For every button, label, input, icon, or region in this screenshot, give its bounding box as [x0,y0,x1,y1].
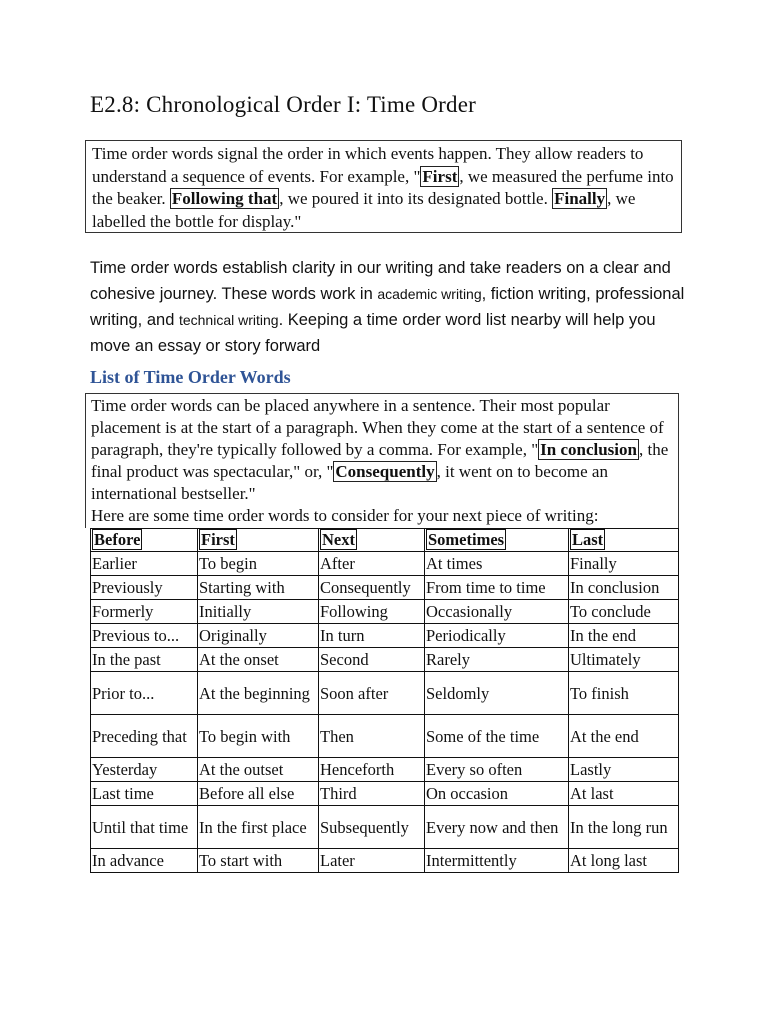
table-cell: On occasion [425,782,569,806]
intro-definition-box [85,140,682,233]
table-cell: Initially [198,600,319,624]
list-text-1: Time order words can be placed anywhere in a sentence. Their most popular placement is at the start of a paragraph. When they come at the start of a sentence of paragraph, they're typically followed by a comma. For example, " [91,396,664,459]
table-row [91,806,679,849]
table-cell: After [319,552,425,576]
table-cell: In advance [91,849,198,873]
table-cell: Prior to... [91,672,198,715]
table-cell: Occasionally [425,600,569,624]
table-header-row [91,529,679,552]
table-cell: Last time [91,782,198,806]
table-cell: At the outset [198,758,319,782]
table-cell: In the end [569,624,679,648]
table-cell: To conclude [569,600,679,624]
header-cell [569,529,679,552]
paragraph-text-1: Time order words establish clarity in our writing and take readers on a clear and cohesive journey. These words work in [90,259,671,303]
table-cell: Until that time [91,806,198,849]
table-row [91,624,679,648]
table-cell: Soon after [319,672,425,715]
table-cell: Lastly [569,758,679,782]
intro-paragraph [90,255,690,359]
table-cell: Previously [91,576,198,600]
table-row [91,672,679,715]
header-cell [425,529,569,552]
table-cell: Rarely [425,648,569,672]
header-cell [198,529,319,552]
table-cell: At times [425,552,569,576]
table-row [91,648,679,672]
intro-text-4: , we labelled the bottle for display." [92,189,636,231]
header-first: First [201,530,235,549]
table-cell: In turn [319,624,425,648]
table-cell: At the onset [198,648,319,672]
table-cell: In the first place [198,806,319,849]
table-cell: To finish [569,672,679,715]
paragraph-text-3: . Keeping a time order word list nearby will help you move an essay or story forward [90,311,656,355]
section-heading: List of Time Order Words [90,367,291,387]
time-order-words-table [90,528,679,873]
header-next: Next [322,530,355,549]
table-cell: Starting with [198,576,319,600]
table-row [91,782,679,806]
table-cell: Consequently [319,576,425,600]
table-cell: Ultimately [569,648,679,672]
table-row [91,576,679,600]
table-cell: Preceding that [91,715,198,758]
table-cell: To start with [198,849,319,873]
list-intro-box [85,393,679,528]
table-cell: Intermittently [425,849,569,873]
table-cell: Seldomly [425,672,569,715]
intro-text-3: , we poured it into its designated bottle. [279,189,553,208]
table-cell: Formerly [91,600,198,624]
table-cell: Every so often [425,758,569,782]
table-cell: Periodically [425,624,569,648]
table-cell: Following [319,600,425,624]
keyword-following-that: Following that [171,189,278,208]
table-cell: In the long run [569,806,679,849]
table-cell: In conclusion [569,576,679,600]
table-row [91,758,679,782]
table-cell: Earlier [91,552,198,576]
table-cell: Every now and then [425,806,569,849]
intro-text-2: , we measured the perfume into the beaker. [92,166,674,208]
paragraph-text-2: , fiction writing, professional writing, and [90,285,685,329]
table-cell: Previous to... [91,624,198,648]
table-cell: At the end [569,715,679,758]
link-technical-writing[interactable]: technical writing [178,312,279,328]
table-cell: At last [569,782,679,806]
table-cell: To begin with [198,715,319,758]
list-text-2: , the final product was spectacular," or, " [91,440,669,481]
table-cell: From time to time [425,576,569,600]
table-cell: Then [319,715,425,758]
table-cell: Yesterday [91,758,198,782]
list-text-3: , it went on to become an international bestseller." [91,462,608,503]
table-row [91,849,679,873]
table-row [91,552,679,576]
header-before: Before [94,530,141,549]
table-cell: Second [319,648,425,672]
table-cell: At long last [569,849,679,873]
page-title: E2.8: Chronological Order I: Time Order [90,92,476,117]
keyword-consequently: Consequently [335,462,435,481]
header-last: Last [572,530,604,549]
intro-text-1: Time order words signal the order in which events happen. They allow readers to understand a sequence of events. For example, " [92,144,644,186]
table-cell: Subsequently [319,806,425,849]
table-row [91,600,679,624]
table-cell: Third [319,782,425,806]
table-cell: At the beginning [198,672,319,715]
link-academic-writing[interactable]: academic writing [377,286,482,302]
table-cell: Later [319,849,425,873]
table-cell: Finally [569,552,679,576]
table-row [91,715,679,758]
table-cell: Before all else [198,782,319,806]
header-sometimes: Sometimes [428,530,505,549]
table-cell: To begin [198,552,319,576]
table-cell: Some of the time [425,715,569,758]
header-cell [91,529,198,552]
table-cell: In the past [91,648,198,672]
keyword-in-conclusion: In conclusion [540,440,637,459]
table-cell: Originally [198,624,319,648]
keyword-first: First [422,166,458,186]
header-cell [319,529,425,552]
table-cell: Henceforth [319,758,425,782]
list-text-4: Here are some time order words to consider for your next piece of writing: [91,506,599,525]
keyword-finally: Finally [554,189,606,208]
